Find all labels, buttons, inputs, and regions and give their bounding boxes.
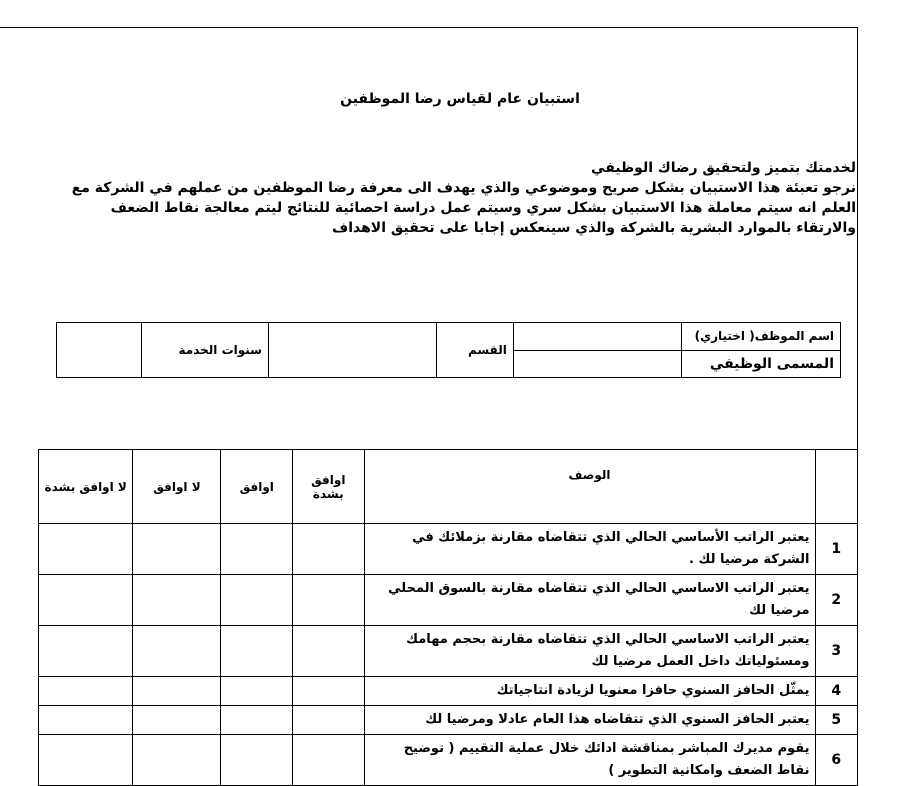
strongly-disagree-cell[interactable] [39, 626, 133, 677]
disagree-cell[interactable] [133, 706, 221, 735]
job-title-label: المسمى الوظيفي [681, 350, 840, 378]
row-number: 1 [815, 524, 858, 575]
disagree-cell[interactable] [133, 626, 221, 677]
years-label: سنوات الخدمة [142, 323, 269, 378]
survey-table [38, 449, 858, 786]
survey-row [39, 677, 858, 706]
intro-paragraph [36, 158, 856, 238]
disagree-cell[interactable] [133, 677, 221, 706]
survey-row [39, 735, 858, 786]
strongly-disagree-cell[interactable] [39, 735, 133, 786]
disagree-cell[interactable] [133, 575, 221, 626]
agree-cell[interactable] [221, 677, 293, 706]
agree-cell[interactable] [221, 524, 293, 575]
department-field[interactable] [268, 323, 436, 378]
row-number: 3 [815, 626, 858, 677]
survey-row [39, 706, 858, 735]
number-header [815, 450, 858, 524]
name-field[interactable] [513, 323, 681, 351]
row-number: 6 [815, 735, 858, 786]
survey-header-row [39, 450, 858, 524]
page-title: استبيان عام لقياس رضا الموظفين [340, 91, 580, 107]
strongly-agree-cell[interactable] [293, 575, 365, 626]
row-description: يعتبر الحافز السنوي الذي تتقاضاه هذا العام عادلا ومرضيا لك [364, 706, 815, 735]
strongly-agree-cell[interactable] [293, 706, 365, 735]
row-description: يقوم مديرك المباشر بمناقشة ادائك خلال عملية التقييم ( توضيح نقاط الضعف وامكانية التطوير ) [364, 735, 815, 786]
survey-row [39, 575, 858, 626]
agree-header: اوافق [221, 450, 293, 524]
intro-line: العلم انه سيتم معاملة هذا الاستبيان بشكل سري وسيتم عمل دراسة احصائية للنتائج ليتم معالجة نقاط الضعف [110, 200, 856, 216]
row-number: 2 [815, 575, 858, 626]
employee-info-table [56, 322, 841, 378]
description-header: الوصف [364, 450, 815, 524]
disagree-cell[interactable] [133, 524, 221, 575]
strongly-disagree-cell[interactable] [39, 524, 133, 575]
strongly-disagree-header: لا اوافق بشدة [39, 450, 133, 524]
survey-row [39, 524, 858, 575]
strongly-disagree-cell[interactable] [39, 706, 133, 735]
name-label: اسم الموظف( اختياري) [681, 323, 840, 351]
intro-line: نرجو تعبئة هذا الاستبيان بشكل صريح وموضوعي والذي يهدف الى معرفة رضا الموظفين من عملهم في الشركة مع [71, 180, 856, 196]
row-description: يعتبر الراتب الاساسي الحالي الذي تتقاضاه مقارنة بحجم مهامك ومسئولياتك داخل العمل مرضيا لك [364, 626, 815, 677]
row-number: 4 [815, 677, 858, 706]
survey-row [39, 626, 858, 677]
intro-line: لخدمتك بتميز ولتحقيق رضاك الوظيفي [591, 160, 856, 176]
intro-line: والارتقاء بالموارد البشرية بالشركة والذي سينعكس إجابا على تحقيق الاهداف [331, 220, 856, 236]
strongly-agree-cell[interactable] [293, 735, 365, 786]
agree-cell[interactable] [221, 706, 293, 735]
strongly-agree-cell[interactable] [293, 677, 365, 706]
row-number: 5 [815, 706, 858, 735]
strongly-agree-cell[interactable] [293, 626, 365, 677]
row-description: يعتبر الراتب الاساسي الحالي الذي تتقاضاه مقارنة بالسوق المحلي مرضيا لك [364, 575, 815, 626]
agree-cell[interactable] [221, 626, 293, 677]
disagree-header: لا اوافق [133, 450, 221, 524]
strongly-agree-cell[interactable] [293, 524, 365, 575]
department-label: القسم [436, 323, 513, 378]
agree-cell[interactable] [221, 575, 293, 626]
agree-cell[interactable] [221, 735, 293, 786]
strongly-disagree-cell[interactable] [39, 575, 133, 626]
years-field[interactable] [57, 323, 142, 378]
job-title-field[interactable] [513, 350, 681, 378]
disagree-cell[interactable] [133, 735, 221, 786]
strongly-agree-header: اوافق بشدة [293, 450, 365, 524]
row-description: يعتبر الراتب الأساسي الحالي الذي تتقاضاه مقارنة بزملائك في الشركة مرضيا لك . [364, 524, 815, 575]
strongly-disagree-cell[interactable] [39, 677, 133, 706]
row-description: يمثّل الحافز السنوي حافزا معنويا لزيادة انتاجياتك [364, 677, 815, 706]
